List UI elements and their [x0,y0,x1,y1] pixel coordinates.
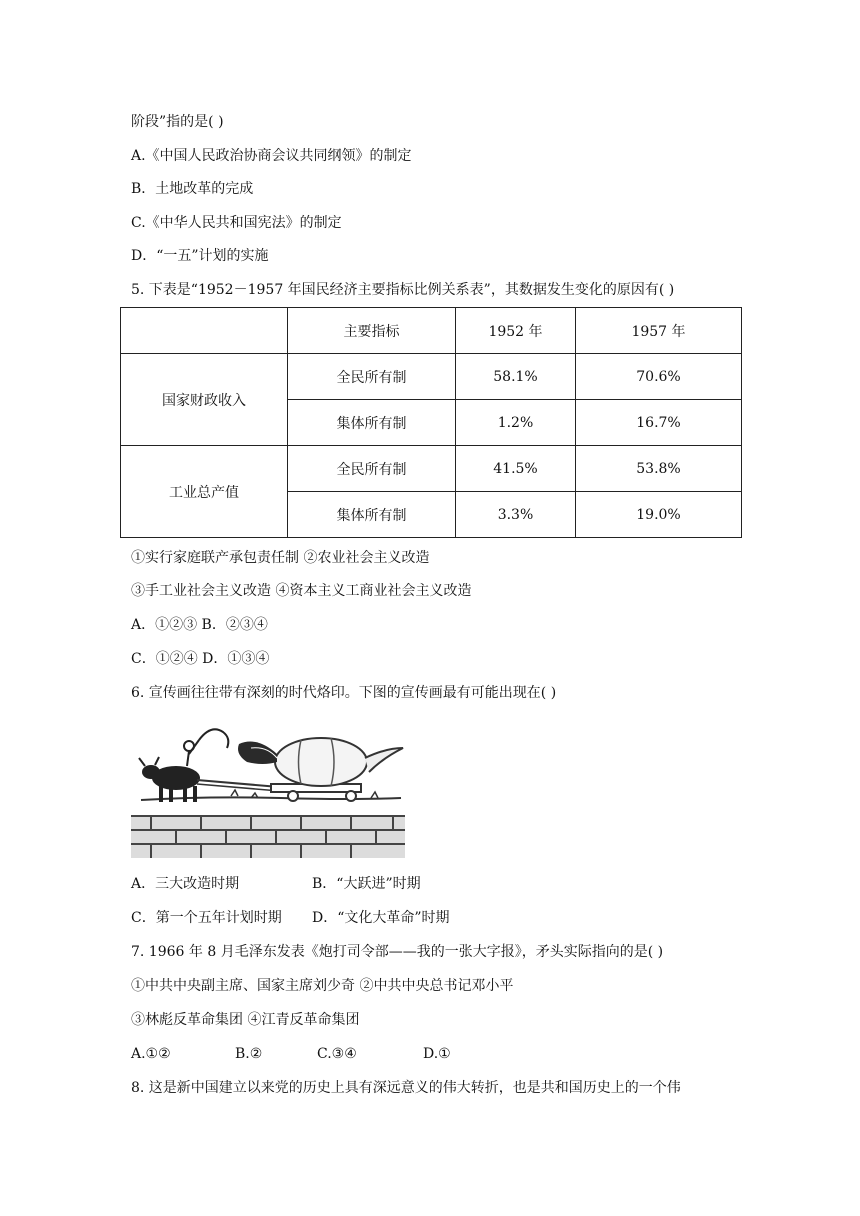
table-cell: 70.6% [576,354,742,400]
q7-statements-line-2: ③林彪反革命集团 ④江青反革命集团 [131,1012,360,1028]
q7-option-d: D.① [423,1046,451,1062]
table-cell: 58.1% [456,354,576,400]
table-header-row [121,308,742,354]
q4-option-b: B．土地改革的完成 [131,181,254,197]
table-cell: 全民所有制 [288,446,456,492]
q8-stem-head: 8. 这是新中国建立以来党的历史上具有深远意义的伟大转折，也是共和国历史上的一个伟 [131,1080,681,1096]
group-name-cell: 国家财政收入 [121,354,288,446]
table-header-cell: 1952 年 [456,308,576,354]
q5-stem: 5. 下表是“1952－1957 年国民经济主要指标比例关系表”，其数据发生变化的原因有( ) [131,282,675,298]
table-cell: 全民所有制 [288,354,456,400]
q6-option-c: C．第一个五年计划时期 [131,910,282,926]
q4-option-d: D．“一五”计划的实施 [131,248,269,264]
q7-stem: 7. 1966 年 8 月毛泽东发表《炮打司令部——我的一张大字报》，矛头实际指向的是( ) [131,944,664,960]
table-cell: 3.3% [456,492,576,538]
q5-statements-line-1: ①实行家庭联产承包责任制 ②农业社会主义改造 [131,550,430,566]
table-cell: 19.0% [576,492,742,538]
table-cell: 集体所有制 [288,400,456,446]
q5-statements-line-2: ③手工业社会主义改造 ④资本主义工商业社会主义改造 [131,583,472,599]
q5-options-line-1: A．①②③ B．②③④ [131,617,268,633]
q5-options-line-2: C．①②④ D．①③④ [131,651,270,667]
table-row [121,446,742,492]
table-header-cell [121,308,288,354]
table-row [121,354,742,400]
ratio-table [120,307,742,538]
table-header-cell: 1957 年 [576,308,742,354]
q7-option-c: C.③④ [317,1046,357,1062]
q7-option-b: B.② [235,1046,263,1062]
q6-option-b: B．“大跃进”时期 [312,876,421,892]
q6-stem: 6. 宣传画往往带有深刻的时代烙印。下图的宣传画最有可能出现在( ) [131,685,557,701]
table-cell: 1.2% [456,400,576,446]
group-name-cell: 工业总产值 [121,446,288,538]
q4-option-a: A.《中国人民政治协商会议共同纲领》的制定 [131,148,412,164]
q4-option-c: C.《中华人民共和国宪法》的制定 [131,215,342,231]
q7-option-a: A.①② [131,1046,171,1062]
q7-statements-line-1: ①中共中央副主席、国家主席刘少奇 ②中共中央总书记邓小平 [131,978,514,994]
propaganda-cart-illustration [131,718,405,858]
table-cell: 16.7% [576,400,742,446]
table-cell: 集体所有制 [288,492,456,538]
q4-stem-tail: 阶段”指的是( ) [131,114,224,130]
table-cell: 53.8% [576,446,742,492]
table-cell: 41.5% [456,446,576,492]
q6-option-d: D．“文化大革命”时期 [312,910,450,926]
q6-option-a: A．三大改造时期 [131,876,240,892]
table-header-cell: 主要指标 [288,308,456,354]
